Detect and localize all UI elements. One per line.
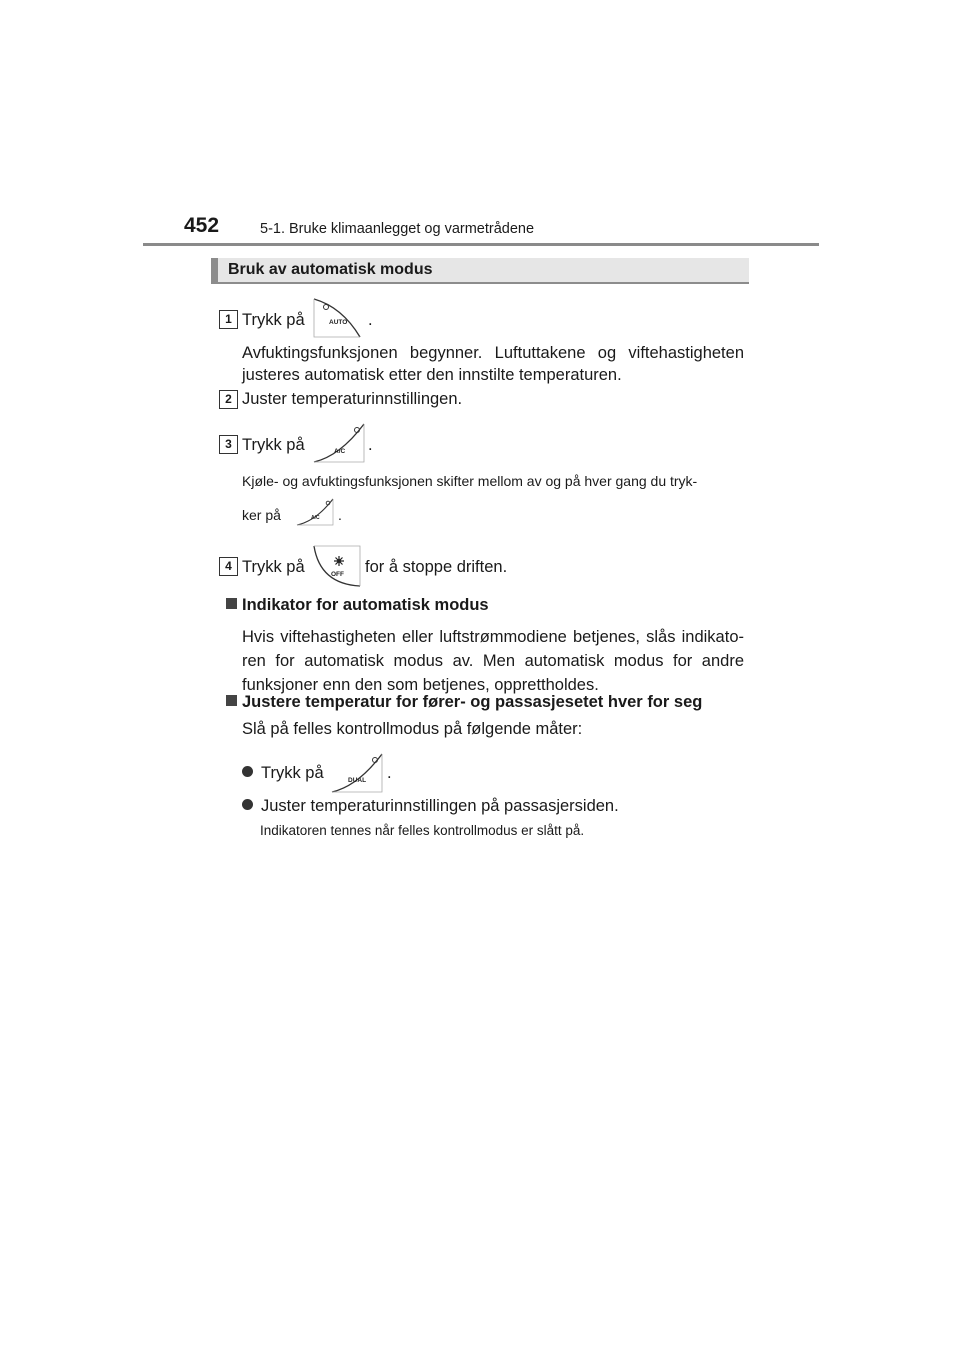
ac-button-icon: [310, 420, 368, 466]
ac-button-small-icon: [294, 496, 336, 528]
round-bullet-icon: [242, 799, 253, 810]
info-2-bullet-2-text: Juster temperaturinnstillingen på passasjersiden.: [261, 797, 619, 815]
step-1-description: [242, 342, 744, 386]
ac-button-label: A/C: [334, 448, 346, 455]
info-1-body-line-1: Hvis viftehastigheten eller luftstrømmodiene betjenes, slås indikato-: [242, 628, 744, 646]
step-1-desc-line-2: justeres automatisk etter den innstilte temperaturen.: [242, 366, 622, 384]
step-badge-4: 4: [219, 557, 238, 576]
step-1-after: .: [368, 311, 373, 329]
step-1-desc-line-1: Avfuktingsfunksjonen begynner. Luftuttakene og viftehastigheten: [242, 344, 744, 362]
auto-button-label: AUTO: [329, 319, 348, 326]
step-4-after: for å stoppe driften.: [365, 558, 508, 576]
step-3-before: Trykk på: [242, 436, 305, 454]
section-title: Bruk av automatisk modus: [228, 261, 433, 278]
step-2-text: Juster temperaturinnstillingen.: [242, 390, 463, 408]
info-2-bullet-1-after: .: [387, 764, 392, 782]
header-divider: [143, 243, 819, 246]
dual-button-label: DUAL: [348, 777, 367, 784]
info-2-bullet-2: [242, 797, 619, 816]
info-1-heading: Indikator for automatisk modus: [242, 596, 489, 614]
step-3-note-line-1: Kjøle- og avfuktingsfunksjonen skifter mellom av og på hver gang du tryk-: [242, 473, 698, 489]
info-2-note: Indikatoren tennes når felles kontrollmodus er slått på.: [260, 823, 585, 838]
step-3-after: .: [368, 436, 373, 454]
info-2-bullet-1-before: Trykk på: [261, 764, 324, 782]
auto-button-icon: [312, 297, 368, 341]
info-1-body-line-3: funksjoner enn den som betjenes, opprettholdes.: [242, 676, 599, 694]
step-1-text: [242, 311, 305, 330]
off-button-icon: [312, 544, 362, 588]
step-4-before: Trykk på: [242, 558, 305, 576]
square-bullet-icon: [226, 598, 237, 609]
section-heading: [211, 258, 749, 284]
square-bullet-icon: [226, 695, 237, 706]
chapter-title: 5-1. Bruke klimaanlegget og varmetrådene: [260, 221, 535, 237]
step-3-note-after: .: [338, 507, 342, 523]
info-1-body: [242, 625, 744, 697]
dual-button-icon: [328, 750, 386, 796]
step-badge-3: 3: [219, 435, 238, 454]
step-badge-1: 1: [219, 310, 238, 329]
step-3-note-before: ker på: [242, 507, 281, 523]
off-button-label: OFF: [331, 571, 344, 578]
info-2-heading-row: [226, 693, 702, 712]
info-2-intro: Slå på felles kontrollmodus på følgende måter:: [242, 720, 583, 738]
info-2-heading: Justere temperatur for fører- og passasjesetet hver for seg: [242, 693, 703, 711]
step-badge-2: 2: [219, 390, 238, 409]
info-1-body-line-2: ren for automatisk modus av. Men automatisk modus for andre: [242, 652, 744, 670]
ac-button-small-label: A/C: [311, 515, 320, 521]
page-number: 452: [184, 214, 220, 237]
info-1-heading-row: [226, 596, 489, 615]
info-2-bullet-1: [242, 764, 324, 783]
round-bullet-icon: [242, 766, 253, 777]
step-1-before: Trykk på: [242, 311, 305, 329]
